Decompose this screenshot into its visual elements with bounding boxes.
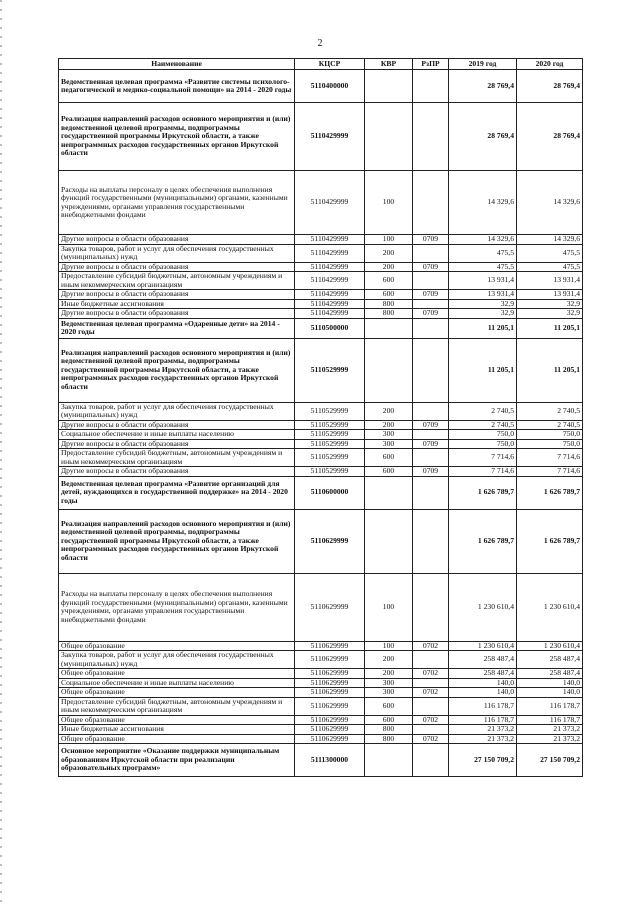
row-rzpr: 0709 (413, 467, 449, 477)
row-kvr: 300 (365, 688, 413, 698)
table-row (59, 70, 583, 103)
row-name: Другие вопросы в области образования (59, 420, 295, 430)
row-kcsr: 5110500000 (295, 318, 365, 338)
table-row (59, 744, 583, 777)
row-kvr (365, 318, 413, 338)
row-rzpr: 0709 (413, 420, 449, 430)
table-row (59, 420, 583, 430)
row-amount-2020: 32,9 (517, 299, 583, 309)
row-amount-2020: 14 329,6 (517, 235, 583, 245)
row-name: Ведомственная целевая программа «Развитие системы психолого-педагогической и медико-социальной помощи» на 2014 - 2020 годы (59, 70, 295, 103)
table-row (59, 449, 583, 467)
row-amount-2019: 116 178,7 (449, 697, 517, 715)
row-kcsr: 5110429999 (295, 171, 365, 235)
row-name: Общее образование (59, 669, 295, 679)
row-rzpr: 0702 (413, 715, 449, 725)
row-rzpr (413, 697, 449, 715)
row-kcsr: 5110600000 (295, 476, 365, 509)
row-name: Расходы на выплаты персоналу в целях обеспечения выполнения функций государственными (муниципальными) органами, казенными учреждениями, органами управления государственными внебюджетными фондами (59, 171, 295, 235)
row-rzpr: 0709 (413, 235, 449, 245)
row-amount-2020: 2 740,5 (517, 402, 583, 420)
row-amount-2020: 1 230 610,4 (517, 573, 583, 641)
row-amount-2019: 258 487,4 (449, 651, 517, 669)
row-kvr (365, 476, 413, 509)
row-amount-2019: 7 714,6 (449, 449, 517, 467)
row-amount-2020: 750,0 (517, 430, 583, 440)
row-name: Ведомственная целевая программа «Развитие организаций для детей, нуждающихся в государственной поддержке» на 2014 - 2020 годы (59, 476, 295, 509)
table-row (59, 573, 583, 641)
table-row (59, 262, 583, 272)
table-row (59, 725, 583, 735)
row-rzpr (413, 573, 449, 641)
row-amount-2019: 28 769,4 (449, 103, 517, 171)
row-kvr: 200 (365, 651, 413, 669)
row-kvr: 100 (365, 235, 413, 245)
row-rzpr: 0702 (413, 669, 449, 679)
row-name: Ведомственная целевая программа «Одаренные дети» на 2014 - 2020 годы (59, 318, 295, 338)
row-name: Другие вопросы в области образования (59, 290, 295, 300)
row-rzpr (413, 318, 449, 338)
table-row (59, 439, 583, 449)
table-row (59, 318, 583, 338)
row-kcsr: 5110529999 (295, 449, 365, 467)
row-kcsr: 5110400000 (295, 70, 365, 103)
row-name: Иные бюджетные ассигнования (59, 725, 295, 735)
row-kvr: 800 (365, 725, 413, 735)
row-name: Социальное обеспечение и иные выплаты населению (59, 678, 295, 688)
row-amount-2020: 27 150 709,2 (517, 744, 583, 777)
row-amount-2019: 475,5 (449, 262, 517, 272)
row-rzpr (413, 449, 449, 467)
row-name: Предоставление субсидий бюджетным, автономным учреждениям и иным некоммерческим организациям (59, 272, 295, 290)
row-kcsr: 5110429999 (295, 235, 365, 245)
row-name: Основное мероприятие «Оказание поддержки муниципальным образованиям Иркутской области при реализации образовательных программ» (59, 744, 295, 777)
row-rzpr (413, 70, 449, 103)
row-kvr: 800 (365, 734, 413, 744)
table-body (59, 70, 583, 777)
table-row (59, 244, 583, 262)
row-rzpr: 0709 (413, 309, 449, 319)
table-row (59, 476, 583, 509)
row-rzpr (413, 744, 449, 777)
row-amount-2020: 21 373,2 (517, 725, 583, 735)
header-2020: 2020 год (517, 59, 583, 70)
row-name: Общее образование (59, 688, 295, 698)
row-name: Закупка товаров, работ и услуг для обеспечения государственных (муниципальных) нужд (59, 244, 295, 262)
row-amount-2019: 1 626 789,7 (449, 476, 517, 509)
row-rzpr (413, 430, 449, 440)
row-amount-2019: 32,9 (449, 299, 517, 309)
row-amount-2019: 1 230 610,4 (449, 573, 517, 641)
row-amount-2019: 258 487,4 (449, 669, 517, 679)
row-name: Закупка товаров, работ и услуг для обеспечения государственных (муниципальных) нужд (59, 402, 295, 420)
table-row (59, 103, 583, 171)
row-kcsr: 5110429999 (295, 103, 365, 171)
row-kvr: 100 (365, 171, 413, 235)
row-amount-2019: 27 150 709,2 (449, 744, 517, 777)
row-kvr: 300 (365, 439, 413, 449)
row-amount-2020: 7 714,6 (517, 449, 583, 467)
table-row (59, 509, 583, 573)
row-amount-2019: 750,0 (449, 439, 517, 449)
table-header-row (59, 59, 583, 70)
row-name: Другие вопросы в области образования (59, 309, 295, 319)
row-amount-2020: 116 178,7 (517, 697, 583, 715)
row-amount-2019: 14 329,6 (449, 235, 517, 245)
row-name: Закупка товаров, работ и услуг для обеспечения государственных (муниципальных) нужд (59, 651, 295, 669)
row-kvr: 600 (365, 715, 413, 725)
row-amount-2020: 13 931,4 (517, 272, 583, 290)
row-kvr: 800 (365, 309, 413, 319)
row-kcsr: 5110629999 (295, 678, 365, 688)
header-kcsr: КЦСР (295, 59, 365, 70)
row-amount-2019: 21 373,2 (449, 725, 517, 735)
table-row (59, 171, 583, 235)
row-kvr (365, 70, 413, 103)
row-amount-2020: 1 230 610,4 (517, 641, 583, 651)
row-amount-2020: 28 769,4 (517, 70, 583, 103)
row-kvr (365, 338, 413, 402)
row-amount-2020: 21 373,2 (517, 734, 583, 744)
row-kcsr: 5110429999 (295, 262, 365, 272)
table-row (59, 290, 583, 300)
row-rzpr: 0702 (413, 688, 449, 698)
budget-table (58, 58, 583, 777)
table-row (59, 467, 583, 477)
header-name: Наименование (59, 59, 295, 70)
row-amount-2019: 140,0 (449, 678, 517, 688)
row-rzpr (413, 509, 449, 573)
row-rzpr: 0709 (413, 290, 449, 300)
row-name: Другие вопросы в области образования (59, 467, 295, 477)
row-kcsr: 5110629999 (295, 688, 365, 698)
row-kcsr: 5110529999 (295, 430, 365, 440)
row-amount-2020: 14 329,6 (517, 171, 583, 235)
row-kvr: 600 (365, 697, 413, 715)
row-kvr: 200 (365, 244, 413, 262)
table-row (59, 402, 583, 420)
row-kvr: 200 (365, 402, 413, 420)
row-amount-2019: 13 931,4 (449, 290, 517, 300)
row-kvr: 100 (365, 641, 413, 651)
row-name: Социальное обеспечение и иные выплаты населению (59, 430, 295, 440)
row-kcsr: 5111300000 (295, 744, 365, 777)
row-kcsr: 5110629999 (295, 641, 365, 651)
row-name: Общее образование (59, 734, 295, 744)
row-amount-2019: 13 931,4 (449, 272, 517, 290)
row-rzpr (413, 103, 449, 171)
row-amount-2020: 140,0 (517, 688, 583, 698)
row-kvr (365, 744, 413, 777)
row-kvr: 800 (365, 299, 413, 309)
row-kcsr: 5110629999 (295, 734, 365, 744)
row-amount-2020: 2 740,5 (517, 420, 583, 430)
row-amount-2020: 116 178,7 (517, 715, 583, 725)
row-amount-2020: 32,9 (517, 309, 583, 319)
row-kvr: 100 (365, 573, 413, 641)
table-row (59, 641, 583, 651)
row-amount-2019: 140,0 (449, 688, 517, 698)
row-kcsr: 5110429999 (295, 290, 365, 300)
row-rzpr (413, 725, 449, 735)
row-kcsr: 5110629999 (295, 669, 365, 679)
table-row (59, 715, 583, 725)
row-kcsr: 5110529999 (295, 338, 365, 402)
table-row (59, 430, 583, 440)
table-row (59, 235, 583, 245)
row-name: Реализация направлений расходов основного мероприятия и (или) ведомственной целевой программы, подпрограммы государственной программы Иркутской области, а также непрограммных расходов государственных органов Иркутской области (59, 509, 295, 573)
row-rzpr (413, 678, 449, 688)
row-amount-2019: 750,0 (449, 430, 517, 440)
row-kvr: 600 (365, 467, 413, 477)
row-amount-2019: 7 714,6 (449, 467, 517, 477)
row-amount-2019: 116 178,7 (449, 715, 517, 725)
row-rzpr (413, 338, 449, 402)
row-kcsr: 5110629999 (295, 725, 365, 735)
row-amount-2020: 140,0 (517, 678, 583, 688)
row-amount-2020: 13 931,4 (517, 290, 583, 300)
row-amount-2020: 750,0 (517, 439, 583, 449)
row-amount-2020: 1 626 789,7 (517, 476, 583, 509)
row-kcsr: 5110429999 (295, 272, 365, 290)
row-amount-2020: 11 205,1 (517, 338, 583, 402)
row-amount-2020: 475,5 (517, 244, 583, 262)
row-amount-2019: 21 373,2 (449, 734, 517, 744)
row-kcsr: 5110629999 (295, 509, 365, 573)
row-amount-2020: 258 487,4 (517, 669, 583, 679)
row-amount-2019: 11 205,1 (449, 338, 517, 402)
row-name: Общее образование (59, 641, 295, 651)
row-rzpr: 0709 (413, 262, 449, 272)
row-kvr: 600 (365, 290, 413, 300)
row-rzpr: 0702 (413, 641, 449, 651)
table-row (59, 678, 583, 688)
row-kvr (365, 103, 413, 171)
row-kcsr: 5110529999 (295, 467, 365, 477)
row-kvr (365, 509, 413, 573)
row-kcsr: 5110529999 (295, 402, 365, 420)
row-amount-2020: 1 626 789,7 (517, 509, 583, 573)
row-amount-2019: 1 230 610,4 (449, 641, 517, 651)
table-row (59, 309, 583, 319)
row-name: Другие вопросы в области образования (59, 235, 295, 245)
row-kcsr: 5110429999 (295, 299, 365, 309)
table-row (59, 338, 583, 402)
row-amount-2020: 475,5 (517, 262, 583, 272)
row-amount-2020: 28 769,4 (517, 103, 583, 171)
row-rzpr: 0709 (413, 439, 449, 449)
header-2019: 2019 год (449, 59, 517, 70)
row-kvr: 300 (365, 430, 413, 440)
row-name: Реализация направлений расходов основного мероприятия и (или) ведомственной целевой программы, подпрограммы государственной программы Иркутской области, а также непрограммных расходов государственных органов Иркутской области (59, 103, 295, 171)
table-row (59, 697, 583, 715)
row-kcsr: 5110629999 (295, 697, 365, 715)
row-amount-2019: 32,9 (449, 309, 517, 319)
page-number: 2 (317, 38, 323, 49)
row-amount-2019: 475,5 (449, 244, 517, 262)
row-kcsr: 5110529999 (295, 439, 365, 449)
row-name: Предоставление субсидий бюджетным, автономным учреждениям и иным некоммерческим организациям (59, 697, 295, 715)
row-rzpr (413, 402, 449, 420)
row-kcsr: 5110429999 (295, 244, 365, 262)
header-kvr: КВР (365, 59, 413, 70)
row-amount-2019: 14 329,6 (449, 171, 517, 235)
row-amount-2019: 11 205,1 (449, 318, 517, 338)
row-amount-2019: 1 626 789,7 (449, 509, 517, 573)
table-row (59, 688, 583, 698)
row-name: Реализация направлений расходов основного мероприятия и (или) ведомственной целевой программы, подпрограммы государственной программы Иркутской области, а также непрограммных расходов государственных органов Иркутской области (59, 338, 295, 402)
row-name: Общее образование (59, 715, 295, 725)
row-rzpr (413, 244, 449, 262)
row-amount-2019: 28 769,4 (449, 70, 517, 103)
row-kcsr: 5110629999 (295, 573, 365, 641)
row-rzpr (413, 651, 449, 669)
row-kcsr: 5110529999 (295, 420, 365, 430)
scan-edge-marks (0, 0, 2, 905)
row-name: Другие вопросы в области образования (59, 262, 295, 272)
row-kvr: 200 (365, 420, 413, 430)
row-name: Другие вопросы в области образования (59, 439, 295, 449)
row-name: Расходы на выплаты персоналу в целях обеспечения выполнения функций государственными (муниципальными) органами, казенными учреждениями, органами управления государственными внебюджетными фондами (59, 573, 295, 641)
table-row (59, 734, 583, 744)
row-rzpr (413, 272, 449, 290)
row-name: Иные бюджетные ассигнования (59, 299, 295, 309)
row-rzpr: 0702 (413, 734, 449, 744)
row-kcsr: 5110629999 (295, 715, 365, 725)
row-kvr: 300 (365, 678, 413, 688)
row-name: Предоставление субсидий бюджетным, автономным учреждениям и иным некоммерческим организациям (59, 449, 295, 467)
row-rzpr (413, 299, 449, 309)
header-rzpr: РзПР (413, 59, 449, 70)
row-kvr: 600 (365, 449, 413, 467)
row-kcsr: 5110629999 (295, 651, 365, 669)
row-rzpr (413, 476, 449, 509)
row-amount-2020: 11 205,1 (517, 318, 583, 338)
table-row (59, 669, 583, 679)
row-kcsr: 5110429999 (295, 309, 365, 319)
row-amount-2019: 2 740,5 (449, 420, 517, 430)
row-kvr: 600 (365, 272, 413, 290)
table-row (59, 272, 583, 290)
row-amount-2020: 258 487,4 (517, 651, 583, 669)
row-rzpr (413, 171, 449, 235)
row-kvr: 200 (365, 669, 413, 679)
row-amount-2020: 7 714,6 (517, 467, 583, 477)
table-row (59, 299, 583, 309)
row-kvr: 200 (365, 262, 413, 272)
table-row (59, 651, 583, 669)
row-amount-2019: 2 740,5 (449, 402, 517, 420)
